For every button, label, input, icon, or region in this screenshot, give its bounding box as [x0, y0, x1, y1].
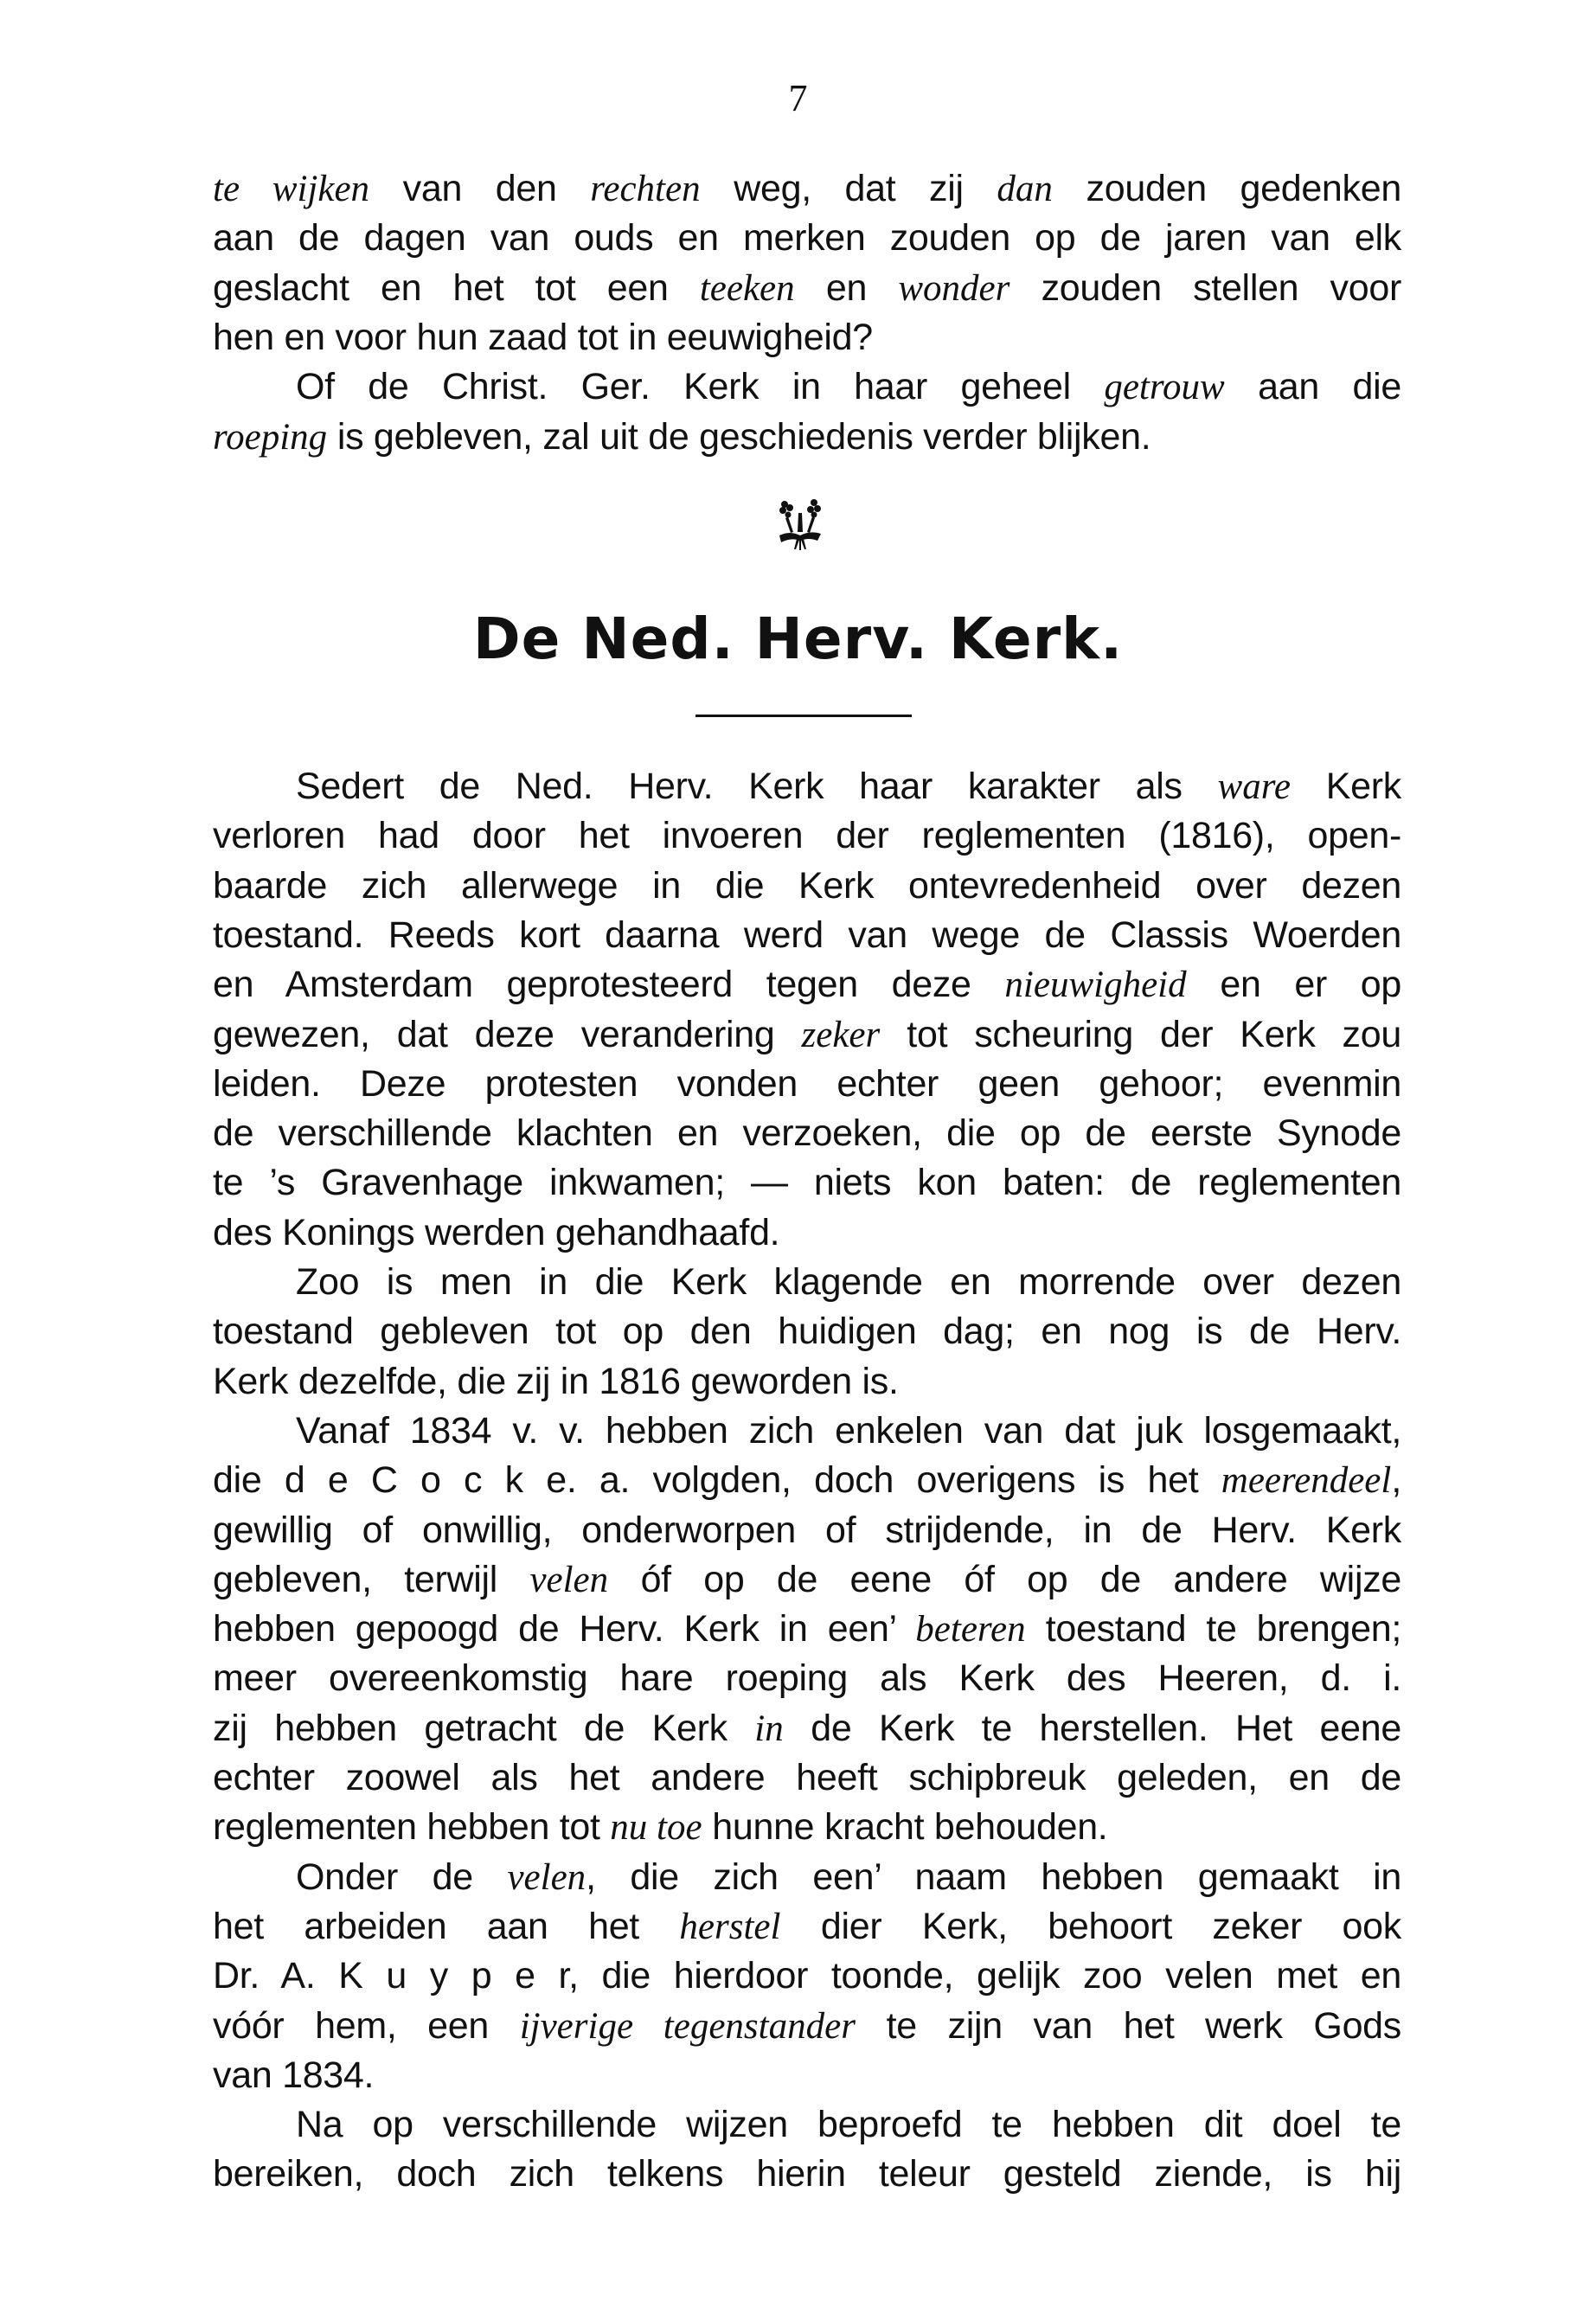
text-segment: Vanaf 1834 v. v. hebben zich enkelen van dat juk losgemaakt,: [296, 1409, 1401, 1452]
text-segment: toestand gebleven tot op den huidigen dag; en nog is de Herv.: [213, 1311, 1401, 1353]
text-segment: zij hebben getracht de Kerk: [213, 1707, 755, 1749]
italic-text: nieuwigheid: [1004, 965, 1187, 1006]
italic-text: teeken: [699, 267, 795, 309]
text-segment: reglementen hebben tot: [213, 1806, 611, 1849]
text-line: [213, 1357, 1401, 1407]
text-line: [213, 1407, 1401, 1456]
text-line: [213, 362, 1401, 412]
text-line: [213, 1158, 1401, 1208]
text-segment: Sedert de Ned. Herv. Kerk haar karakter als: [296, 766, 1218, 807]
text-segment: dier Kerk, behoort zeker ook: [780, 1905, 1401, 1947]
italic-text: dan: [997, 169, 1053, 209]
text-line: [213, 1902, 1401, 1952]
italic-text: herstel: [679, 1906, 781, 1947]
text-segment: Dr. A. K u y p e r, die hierdoor toonde, gelijk zoo velen met en: [213, 1955, 1401, 1997]
floral-ornament-icon: [776, 497, 824, 551]
text-segment: te zijn van het werk Gods: [855, 2004, 1402, 2047]
text-segment: het arbeiden aan het: [213, 1905, 680, 1947]
text-line: [213, 1555, 1401, 1605]
text-line: [213, 1208, 1401, 1258]
text-segment: echter zoowel als het andere heeft schipbreuk geleden, en de: [213, 1757, 1401, 1798]
text-segment: is gebleven, zal uit de geschiedenis verder blijken.: [327, 415, 1151, 458]
text-line: [213, 413, 1401, 462]
heading-divider: [695, 715, 912, 717]
text-line: [213, 2051, 1401, 2100]
text-segment: baarde zich allerwege in die Kerk ontevredenheid over dezen: [213, 864, 1401, 907]
text-segment: verloren had door het invoeren der reglementen (1816), open-: [213, 815, 1401, 857]
text-segment: gewillig of onwillig, onderworpen of strijdende, in de Herv. Kerk: [213, 1509, 1401, 1551]
text-line: [213, 1506, 1401, 1555]
text-segment: gewezen, dat deze verandering: [213, 1013, 802, 1055]
text-segment: meer overeenkomstig hare roeping als Kerk des Heeren, d. i.: [213, 1657, 1401, 1700]
text-segment: toestand te brengen;: [1025, 1608, 1402, 1650]
italic-text: meerendeel: [1221, 1460, 1392, 1502]
text-segment: van 1834.: [213, 2054, 375, 2096]
text-segment: weg, dat zij: [700, 168, 997, 209]
italic-text: ijverige tegenstander: [519, 2005, 856, 2047]
text-segment: Kerk: [1290, 766, 1401, 807]
text-line: [213, 1010, 1401, 1060]
text-line: [213, 1456, 1401, 1505]
text-segment: de Kerk te herstellen. Het eene: [783, 1707, 1401, 1749]
text-segment: gebleven, terwijl: [213, 1558, 530, 1600]
text-line: [213, 1704, 1401, 1753]
italic-text: ware: [1217, 766, 1291, 807]
italic-text: te wijken: [213, 169, 370, 209]
text-segment: Of de Christ. Ger. Kerk in haar geheel: [296, 366, 1105, 408]
text-line: [213, 1307, 1401, 1356]
text-segment: toestand. Reeds kort daarna werd van wege de Classis Woerden: [213, 913, 1401, 956]
text-segment: die d e C o c k e. a. volgden, doch overigens is het: [213, 1459, 1221, 1502]
text-line: [213, 1605, 1401, 1654]
text-segment: te ’s Gravenhage inkwamen; — niets kon baten: de reglementen: [213, 1162, 1401, 1204]
italic-text: wonder: [898, 267, 1010, 309]
text-line: [213, 214, 1401, 263]
italic-text: in: [754, 1708, 784, 1749]
text-line: [213, 313, 1401, 362]
italic-text: beteren: [915, 1609, 1026, 1650]
text-segment: des Konings werden gehandhaafd.: [213, 1211, 780, 1253]
text-segment: Zoo is men in die Kerk klagende en morrende over dezen: [296, 1261, 1401, 1303]
text-segment: Onder de: [296, 1856, 508, 1898]
text-segment: leiden. Deze protesten vonden echter geen gehoor; evenmin: [213, 1062, 1401, 1105]
text-line: [213, 811, 1401, 861]
italic-text: zeker: [801, 1014, 881, 1055]
text-segment: vóór hem, een: [213, 2004, 520, 2047]
text-segment: hunne kracht behouden.: [702, 1806, 1108, 1849]
text-line: [213, 1853, 1401, 1902]
text-segment: bereiken, doch zich telkens hierin teleur gesteld ziende, is hij: [213, 2153, 1401, 2195]
text-line: [213, 1952, 1401, 2001]
text-segment: hebben gepoogd de Herv. Kerk in een’: [213, 1608, 916, 1650]
italic-text: velen: [507, 1856, 586, 1898]
text-line: [213, 762, 1401, 811]
text-line: [213, 2100, 1401, 2150]
text-segment: en er op: [1186, 964, 1401, 1006]
text-segment: Na op verschillende wijzen beproefd te hebben dit doel te: [296, 2104, 1401, 2146]
text-line: [213, 2150, 1401, 2199]
text-line: [213, 960, 1401, 1009]
text-line: [213, 164, 1401, 214]
italic-text: velen: [529, 1559, 609, 1600]
text-line: [213, 862, 1401, 911]
text-segment: de verschillende klachten en verzoeken, die op de eerste Synode: [213, 1112, 1401, 1155]
text-segment: ,: [1391, 1459, 1401, 1502]
text-segment: hen en voor hun zaad tot in eeuwigheid?: [213, 316, 873, 358]
italic-text: getrouw: [1104, 367, 1225, 408]
text-line: [213, 1060, 1401, 1109]
text-segment: en Amsterdam geprotesteerd tegen deze: [213, 964, 1005, 1006]
text-segment: , die zich een’ naam hebben gemaakt in: [586, 1856, 1401, 1898]
text-line: [213, 1109, 1401, 1158]
text-line: [213, 264, 1401, 313]
text-segment: Kerk dezelfde, die zij in 1816 geworden is.: [213, 1360, 899, 1402]
text-segment: aan die: [1224, 366, 1401, 408]
text-line: [213, 1258, 1401, 1307]
italic-text: nu toe: [610, 1807, 702, 1849]
text-line: [213, 1654, 1401, 1703]
text-segment: tot scheuring der Kerk zou: [880, 1013, 1401, 1055]
text-segment: aan de dagen van ouds en merken zouden op de jaren van elk: [213, 217, 1401, 260]
text-segment: van den: [369, 168, 591, 209]
text-segment: zouden stellen voor: [1010, 266, 1401, 309]
text-segment: óf op de eene óf op de andere wijze: [608, 1558, 1402, 1600]
section-heading: De Ned. Herv. Kerk.: [472, 606, 1124, 672]
text-line: [213, 1803, 1401, 1852]
text-segment: geslacht en het tot een: [213, 266, 700, 309]
text-line: [213, 2002, 1401, 2051]
text-segment: zouden gedenken: [1052, 168, 1401, 209]
page-number: 7: [788, 77, 808, 119]
text-line: [213, 911, 1401, 960]
text-segment: en: [794, 266, 899, 309]
italic-text: rechten: [590, 169, 701, 209]
text-line: [213, 1753, 1401, 1803]
italic-text: roeping: [213, 416, 328, 458]
